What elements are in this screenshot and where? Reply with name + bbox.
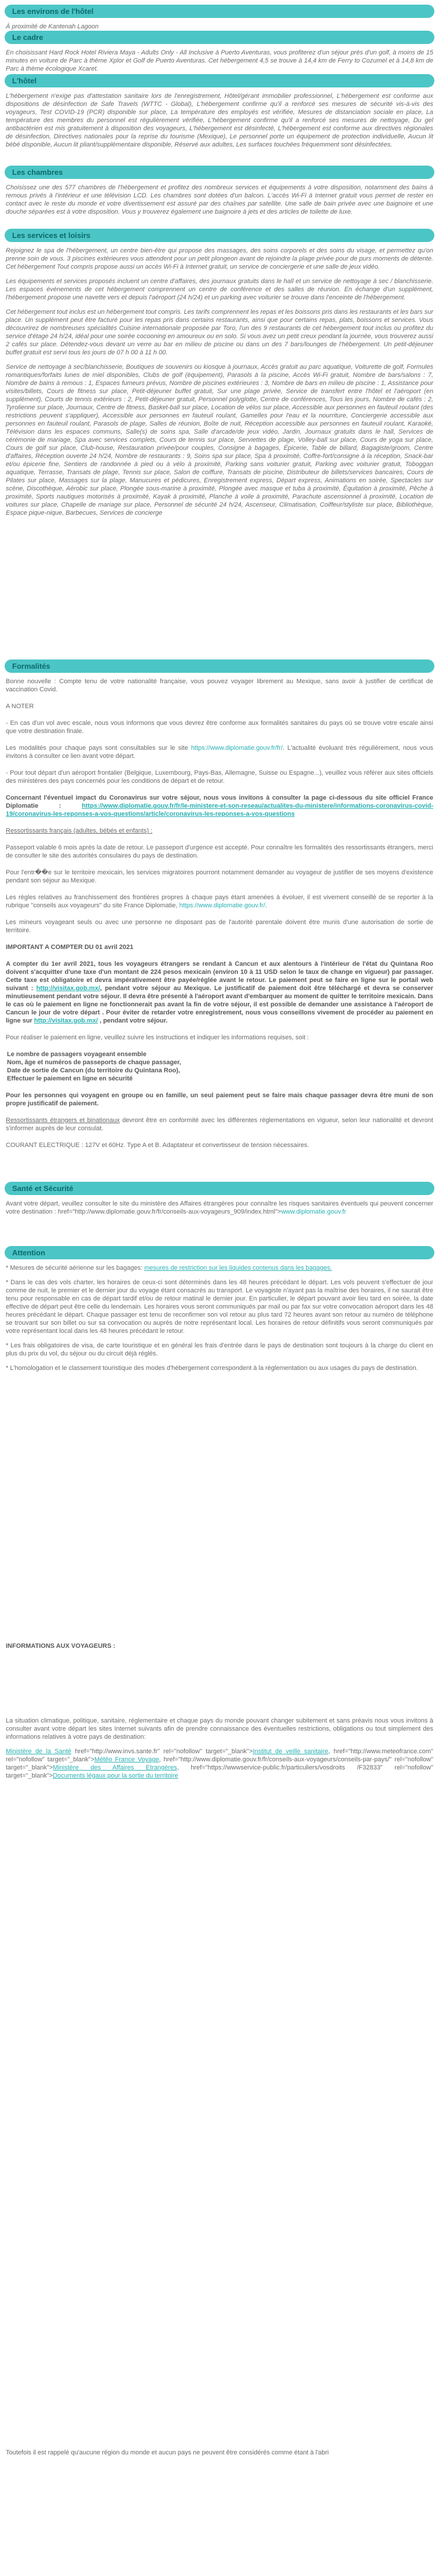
- ressortissants-title-text: Ressortissants français (adultes, bébés et enfants) :: [6, 827, 153, 834]
- section-header-cadre: Le cadre: [5, 31, 434, 44]
- sante-avertissement-text: Avant votre départ, veuillez consulter le site du ministère des Affaires étrangères pour connaître les risques sanitaires éventuels qui peuvent concerner votre destination : href="http://www.diplomatie.gouv.fr/fr/conseils-aux-voyageurs_909/index.html">: [6, 1200, 433, 1215]
- groupe-text: Pour les personnes qui voyagent en groupe ou en famille, un seul paiement peut se faire mais chaque passager devra être muni de son propre justificatif de paiement.: [6, 1092, 433, 1107]
- formalites-note-modalites: [6, 744, 433, 760]
- formalites-good-news: Bonne nouvelle : Compte tenu de votre nationalité française, vous pouvez voyager librement au Mexique, sans avoir à justifier de certificat de vaccination Covid.: [6, 678, 433, 693]
- environs-text: À proximité de Kantenah Lagoon: [6, 23, 99, 30]
- taxe-cancun-part1: A compter du 1er avril 2021, tous les voyageurs étrangers se rendant à Cancun et aux alentours à l'intérieur de l'état du Quintana Roo doivent s'acquitter d'une taxe d'un montant de 224 pesos mexicain (environ 10 à 11 USD selon le taux de change en vigueur) par passager. Cette taxe est obligatoire et devra impérativement être payée/réglée avant le retour. Le paiement peut se faire en ligne sur le portail web suivant :: [6, 961, 433, 992]
- france-diplomatie-link[interactable]: https://www.diplomatie.gouv.fr/: [179, 902, 265, 909]
- services-equipements-text: Les équipements et services proposés incluent un centre d'affaires, des journaux gratuits dans le hall et un service de nettoyage à sec / blanchisserie. Les espaces événements de cet hébergement comprennent un centre de conférence et des salles de réunion. En échange d'un supplément, l'hébergement propose une navette vers et depuis l'aéroport (24 h/24) et un parking avec voiturier se trouve dans l'enceinte de l'hébergement.: [6, 278, 433, 301]
- regles-frontieres-fin: .: [265, 902, 267, 909]
- formalites-paiement-intro: Pour réaliser le paiement en ligne, veuillez suivre les instructions et indiquer les informations requises, soit :: [6, 1034, 309, 1041]
- chambres-text: Choisissez une des 577 chambres de l'hébergement et profitez des nombreux services et équipements à votre disposition, notamment des bains à remous privés à l'intérieur et une télévision LCD. Les chambres sont dotées d'un balcon. L'accès Wi-Fi à Internet gratuit vous permet de rester en contact avec le reste du monde et votre divertissement est assuré par des chaînes par satellite. Une salle de bain privée avec une baignoire et une douche séparées est à votre disposition. Vous y trouverez également une baignoire à jets et des articles de toilette de luxe.: [6, 184, 433, 215]
- sites-officiels-links: [6, 1747, 433, 1780]
- section-header-sante: Santé et Sécurité: [5, 1182, 434, 1195]
- informations-voyageurs-title: INFORMATIONS AUX VOYAGEURS :: [6, 1643, 116, 1650]
- etrangers-suite: devront être en conformité avec les différentes réglementations en vigueur, selon leur nationalité et devront s'informer auprès de leur consulat.: [6, 1117, 433, 1132]
- section-header-attention: Attention: [5, 1246, 434, 1259]
- formalites-mineurs: Les mineurs voyageant seuls ou avec une personne ne disposant pas de l'autorité parentale doivent être munis d'une autorisation de sortie de territoire.: [6, 919, 433, 934]
- etrangers-titre: Ressortissants étrangers et binationaux: [6, 1117, 120, 1124]
- documents-legaux-link[interactable]: Documents légaux pour la sortie du territoire: [53, 1772, 178, 1779]
- services-intro-text: Rejoignez le spa de l'hébergement, un centre bien-être qui propose des massages, des soins corporels et des soins du visage, et permettez qu'on prenne soin de vous. 3 piscines extérieures vous attendent pour un petit plongeon avant de rejoindre la plage privée pour de purs moments de détente. Cet hébergement Tout compris propose aussi un accès Wi-Fi à Internet gratuit, un service de conciergerie et une salle de jeux vidéo.: [6, 247, 433, 270]
- institut-veille-sanitaire-link[interactable]: Institut de veille sanitaire: [253, 1748, 328, 1755]
- ministere-sante-link[interactable]: Ministère de la Santé: [6, 1748, 72, 1755]
- href-literal-1: href="http://www.invs.sante.fr" rel="nofollow" target="_blank">: [71, 1748, 253, 1755]
- note-modalites-suite: . L'actualité évoluant très régulièrement, nous vous invitons à consulter ce lien avant votre départ.: [6, 745, 433, 760]
- section-formalites: [5, 659, 434, 1158]
- visitax-link-2[interactable]: http://visitax.gob.mx/: [34, 1017, 98, 1024]
- services-tout-inclus-text: Cet hébergement tout inclus est un hébergement tout compris. Les tarifs comprennent les repas et les boissons pris dans les restaurants et les bars sur place. Un supplément peut être facturé pour les repas pris dans certains restaurants, ainsi que pour certains repas, plats, boissons et services. Vous découvrirez de nombreuses spécialités Cuisine internationale proposée par Toro, l'un des 9 restaurants de cet hébergement tout inclus ou profitez du service d'étage 24 h/24, idéal pour une soirée cocooning en amoureux ou en solo. Si vous avez un petit creux pendant la journée, vous trouverez aussi 2 cafés sur place. Détendez-vous devant un verre au bar en milieu de piscine ou dans un des 7 bars/lounges de l'hébergement. Un petit-déjeuner buffet gratuit est servi tous les jours de 07 h 00 à 11 h 00.: [6, 309, 433, 356]
- diplomatie-site-link[interactable]: https://www.diplomatie.gouv.fr/fr/: [191, 745, 283, 752]
- coronavirus-faq-link[interactable]: https://www.diplomatie.gouv.fr/fr/le-ministere-et-son-reseau/actualites-du-ministere/informations-coronavirus-covid-19/coronavirus-les-reponses-a-vos-questions/article/coronavirus-les-reponses-a-vos-questions: [6, 803, 433, 818]
- situation-pays-text: La situation climatique, politique, sanitaire, réglementaire et chaque pays du monde pouvant changer subitement et sans préavis nous vous invitons à consulter avant votre départ les sites Internet suivants afin de prendre connaissance des éventuelles restrictions, obligations ou tout simplement des informations relatives à votre pays de destination:: [6, 1717, 433, 1740]
- covid-info-text: Concernant l'éventuel impact du Coronavirus sur votre séjour, nous vous invitons à consulter la page ci-dessous du site officiel France Diplomatie :: [6, 794, 433, 809]
- bagages-text: * Mesures de sécurité aérienne sur les bagages:: [6, 1265, 145, 1271]
- services-amenities-list: Service de nettoyage à sec/blanchisserie, Boutiques de souvenirs ou kiosque à journaux, Accès gratuit au parc aquatique, Voiturette de golf, Formules romantiques/forfaits lunes de miel disponibles, Clubs de golf (équipement), Parasols à la piscine, Accès Wi-Fi gratuit, Nombre de bars/salons : 7, Nombre de bains à remous : 1, Espaces fumeurs prévus, Nombre de piscines extérieures : 3, Nombre de bars en milieu de piscine : 1, Assistance pour visites/billets, Cours de fitness sur place, Petit-déjeuner buffet gratuit, Sur une plage privée, Service de transfert entre l'hôtel et l'aéroport (en supplément), Courts de tennis extérieurs : 2, Petit-déjeuner gratuit, Personnel polyglotte, Centre de conférences, Tous les jours, Nombre de cafés : 2, Tyrolienne sur place, Journaux, Centre de fitness, Basket-ball sur place, Location de vélos sur place, Accessible aux personnes en fauteuil roulant (des restrictions peuvent s'appliquer), Accessible aux personnes en fauteuil roulant, Gamelles pour l'eau et la nourriture, Conciergerie accessible aux personnes en fauteuil roulant, Parasols de plage, Salles de réunion, Boîte de nuit, Réception accessible aux personnes en fauteuil roulant, Karaoké, Télévision dans les espaces communs, Salle(s) de soins spa, Salle d'arcade/de jeux vidéo, Jardin, Journaux gratuits dans le hall, Services de cérémonie de mariage, Spa avec services complets, Cours de tennis sur place, Serviettes de plage, Volley-ball sur place, Cours de yoga sur place, Cours de golf sur place, Club-house, Restauration privée/pour couples, Consigne à bagages, Épicerie, Table de billard, Bagagiste/groom, Centre d'affaires, Réception ouverte 24 h/24, Nombre de restaurants : 9, Soins spa sur place, Spa à proximité, Coffre-fort/consigne à la réception, Snack-bar et/ou épicerie fine, Sentiers de randonnée à pied ou à vélo à proximité, Parking sans voiturier gratuit, Parking avec voiturier gratuit, Toboggan aquatique, Terrasse, Transats de plage, Tennis sur place, Salon de coiffure, Transats de piscine, Distributeur de billets/services bancaires, Cours de Pilates sur place, Massages sur la plage, Manucures et pédicures, Enregistrement express, Départ express, Animations en soirée, Spectacles sur scène, Discothèque, Aérobic sur place, Plongée sous-marine à proximité, Plongée avec masque et tuba à proximité, Équitation à proximité, Pêche à proximité, Sports nautiques motorisés à proximité, Kayak à proximité, Planche à voile à proximité, Parachute ascensionnel à proximité, Location de voitures sur place, Chapelle de mariage sur place, Personnel de sécurité 24 h/24, Ascenseur, Climatisation, Coiffeur/styliste sur place, Bibliothèque, Espace pique-nique, Barbecues, Services de concierge: [6, 364, 433, 516]
- formalites-note-title: A NOTER: [6, 703, 34, 710]
- formalites-passeport: Passeport valable 6 mois après la date de retour. Le passeport d'urgence est accepté. Pour connaître les formalités des ressortissants étrangers, merci de consulter le site des autorités consulaires du pays de destination.: [6, 844, 433, 859]
- meteo-france-voyage-link[interactable]: Météo France Voyage: [94, 1756, 159, 1763]
- formalites-etrangers: [6, 1116, 433, 1133]
- formalites-regles-frontieres: [6, 893, 433, 910]
- section-header-environs: Les environs de l'hôtel: [5, 5, 434, 18]
- href-literal-2: , href="http://www.meteofrance.com" rel="nofollow" target="_blank">: [6, 1748, 433, 1763]
- attention-homologation: * L'homologation et le classement touristique des modes d'hébergement correspondent à la réglementation ou aux usages du pays de destination.: [6, 1365, 418, 1372]
- section-attention: [5, 1246, 434, 2463]
- section-sante-securite: [5, 1182, 434, 1222]
- paiement-item-passagers: Le nombre de passagers voyageant ensemble: [7, 1051, 147, 1058]
- attention-frais-visa: * Les frais obligatoires de visa, de carte touristique et en général les frais d'entrée dans le pays de destination sont toujours à la charge du client en plus du prix du vol, du séjour ou du circuit déjà réglés.: [6, 1342, 433, 1357]
- paiement-item-date-sortie: Date de sortie de Cancun (du territoire du Quintana Roo),: [7, 1067, 180, 1074]
- formalites-groupe: [6, 1091, 433, 1108]
- formalites-note-aeroport-frontalier: - Pour tout départ d'un aéroport frontalier (Belgique, Luxembourg, Pays-Bas, Allemagne, Suisse ou Espagne...), veuillez vous référer aux sites officiels des ministères des pays concernés pour les conditions de départ et de retour.: [6, 769, 433, 785]
- hotel-text: L'hébergement n'exige pas d'attestation sanitaire lors de l'enregistrement, Hôtel/gérant immobilier professionnel, L'hébergement est conforme aux dispositions de désinfection de Safe Travels (WTTC - Global), L'hébergement confirme qu'il a renforcé ses mesures de sécurité vis-à-vis des voyageurs, Test COVID-19 (PCR) disponible sur place, La température des employés est vérifiée, Mesures de distanciation sociale en place, La température des membres du personnel est régulièrement vérifiée, L'hébergement confirme qu'il a renforcé ses mesures de nettoyage, Du gel antibactérien est mis gratuitement à disposition des voyageurs, L'hébergement est désinfecté, L'hébergement est conforme aux directives régionales de désinfection, Directives nationales pour la reprise du tourisme (Mexique), Le personnel porte un équipement de protection individuelle, Aucun lit bébé disponible, Aucun lit pliant/supplémentaire disponible, Réservé aux adultes, Les surfaces touchées fréquemment sont désinfectées.: [6, 93, 433, 148]
- formalites-note-escale: - En cas d'un vol avec escale, nous vous informons que vous devrez être conforme aux formalités sanitaires du pays où se trouve votre escale ainsi que votre destination finale.: [6, 720, 433, 735]
- avertissement-final-text: Toutefois il est rappelé qu'aucune région du monde et aucun pays ne peuvent être considérés comme étant à l'abri: [6, 2449, 329, 2456]
- sante-text: [6, 1200, 433, 1216]
- formalites-taxe-cancun: [6, 960, 433, 1025]
- section-header-services: Les services et loisirs: [5, 229, 434, 242]
- section-hotel: [5, 74, 434, 155]
- section-cadre: [5, 31, 434, 79]
- taxe-cancun-part3: , pendant votre séjour.: [97, 1017, 168, 1024]
- attention-vols-charter: * Dans le cas des vols charter, les horaires de ceux-ci sont déterminés dans les 48 heures précédant le départ. Les vols peuvent s'effectuer de jour comme de nuit, le premier et le dernier jour du voyage étant consacrés au transport. Le voyagiste n'ayant pas la maîtrise des horaires, il ne saurait être tenu pour responsable en cas de départ tardif et/ou de retour matinal le dernier jour. En particulier, le départ pouvant avoir lieu tard en soirée, la date effective de départ peut être celle du lendemain. Les horaires vous seront communiqués par mail ou par fax sur votre convocation aéroport dans les 48 heures précédant le départ. Chaque passager est tenu de reconfirmer son vol retour au plus tard 72 heures avant son retour au numéro de téléphone se trouvant sur son billet ou sur sa convocation ou auprès de notre représentant local. Les horaires de retour définitifs vous seront communiqués par votre représentant local dans les 48 heures précédant le retour.: [6, 1279, 433, 1335]
- important-title-text: IMPORTANT A COMPTER DU 01 avril 2021: [6, 944, 134, 951]
- formalites-entree-territoire: Pour l'entr��e sur le territoire mexicain, les services migratoires pourront notamment demander au voyageur de justifier de ses moyens d'existence pendant son séjour au Mexique.: [6, 869, 433, 884]
- regles-frontieres-text: Les règles relatives au franchissement des frontières propres à chaque pays étant amenées à évoluer, il est vivement conseillé de se reporter à la rubrique "conseils aux voyageurs" du site France Diplomatie,: [6, 894, 433, 909]
- section-header-hotel: L'hôtel: [5, 74, 434, 87]
- href-literal-3: , href="http://www.diplomatie.gouv.fr/fr/conseils-aux-voyageurs/conseils-par-pays/" rel="nofollow" target="_blank">: [6, 1756, 433, 1771]
- note-modalites-text: Les modalités pour chaque pays sont consultables sur le site: [6, 745, 191, 752]
- diplomatie-conseils-voyageurs-link[interactable]: www.diplomatie.gouv.fr: [281, 1208, 346, 1215]
- href-literal-4: , href="https://wwwservice-public.fr/particuliers/vosdroits /F32833" rel="nofollow" target="_blank">: [6, 1764, 433, 1779]
- formalites-paiement-liste: [6, 1050, 433, 1083]
- formalites-covid-info: [6, 794, 433, 818]
- formalites-ressortissants-title: [6, 827, 433, 835]
- visitax-link[interactable]: http://visitax.gob.mx/: [36, 985, 100, 992]
- section-header-formalites: Formalités: [5, 659, 434, 673]
- paiement-item-securite: Effectuer le paiement en ligne en sécurité: [7, 1075, 133, 1082]
- paiement-item-identite: Nom, âge et numéros de passeports de chaque passager,: [7, 1059, 181, 1066]
- formalites-important-title: [6, 943, 433, 951]
- formalites-courant-electrique: COURANT ELECTRIQUE : 127V et 60Hz. Type A et B. Adaptateur et convertisseur de tension nécessaires.: [6, 1142, 309, 1149]
- affaires-etrangeres-link[interactable]: Ministère des Affaires Etrangères: [53, 1764, 177, 1771]
- restriction-liquides-link[interactable]: mesures de restriction sur les liquides contenus dans les bagages.: [144, 1265, 332, 1271]
- section-header-chambres: Les chambres: [5, 166, 434, 179]
- taxe-cancun-part2: , pendant votre séjour au Mexique. Le justificatif de paiement doit être téléchargé et devra se conserver minutieusement pendant votre séjour. Il devra être présenté à l'aéroport avant d'embarquer au moment de quitter le territoire mexicain. Dans le cas où le paiement en ligne ne fonctionnerait pas avant la fin de votre séjour, il est possible de demander une assistance à l'aéroport de Cancun le jour de votre départ . Pour éviter de retarder votre enregistrement, nous vous conseillons vivement de procéder au paiement en ligne sur: [6, 985, 434, 1024]
- attention-bagages: [6, 1264, 433, 1272]
- section-services: [5, 229, 434, 523]
- cadre-text: En choisissant Hard Rock Hotel Riviera Maya - Adults Only - All Inclusive à Puerto Aventuras, vous profiterez d'un séjour près d'un golf, à moins de 15 minutes en voiture de Parc à thème Xplor et Golf de Puerto Aventuras. Cet hébergement 4,5 se trouve à 14,4 km de Ferry to Cozumel et à 14,8 km de Parc à thème écologique Xcaret.: [6, 49, 433, 72]
- section-chambres: [5, 166, 434, 222]
